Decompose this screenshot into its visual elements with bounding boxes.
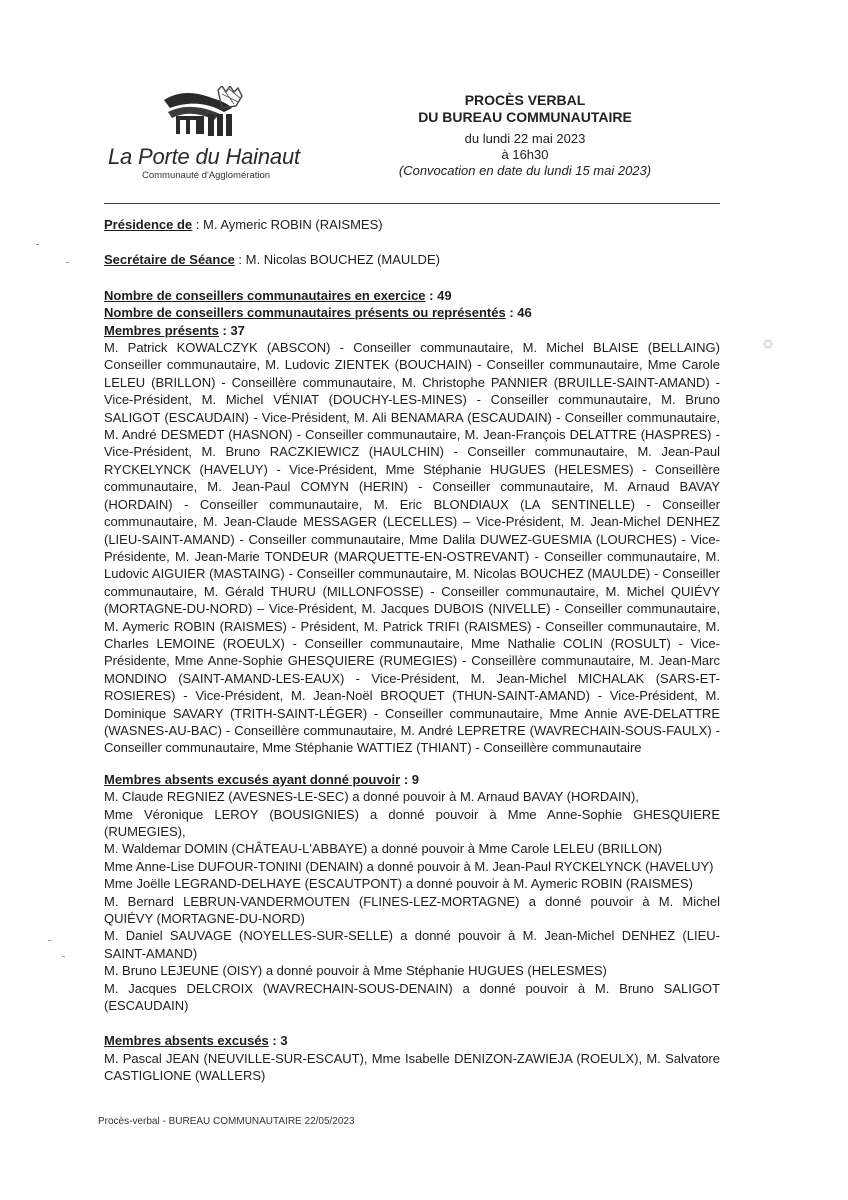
scan-speck bbox=[62, 956, 65, 957]
pouvoir-line: M. Jacques DELCROIX (WAVRECHAIN-SOUS-DENAIN) a donné pouvoir à M. Bruno SALIGOT (ESCAUDAIN) bbox=[104, 980, 720, 1014]
presidence-label: Présidence de bbox=[104, 217, 193, 232]
meeting-time: à 16h30 bbox=[501, 147, 549, 162]
logo-name: La Porte du Hainaut bbox=[108, 144, 300, 169]
membres-presents-count: : 37 bbox=[218, 322, 245, 338]
pouvoir-line: Mme Anne-Lise DUFOUR-TONINI (DENAIN) a donné pouvoir à M. Jean-Paul RYCKELYNCK (HAVELUY) bbox=[104, 858, 714, 874]
logo-subtitle: Communauté d'Agglomération bbox=[142, 170, 271, 181]
pouvoir-line: M. Bruno LEJEUNE (OISY) a donné pouvoir à Mme Stéphanie HUGUES (HELESMES) bbox=[104, 963, 607, 979]
presidence-value: : M. Aymeric ROBIN (RAISMES) bbox=[192, 217, 383, 232]
logo-emblem-icon bbox=[162, 86, 262, 138]
count-presents-line bbox=[104, 304, 720, 321]
scan-speck bbox=[66, 262, 69, 263]
pouvoir-line: M. Bernard LEBRUN-VANDERMOUTEN (FLINES-LEZ-MORTAGNE) a donné pouvoir à M. Michel QUIÉVY (MORTAGNE-DU-NORD) bbox=[104, 893, 720, 927]
pouvoir-line: M. Daniel SAUVAGE (NOYELLES-SUR-SELLE) a donné pouvoir à M. Jean-Michel DENHEZ (LIEU-SAINT-AMAND) bbox=[104, 928, 720, 961]
count-presents-value: : 46 bbox=[505, 305, 532, 321]
convocation-date: (Convocation en date du lundi 15 mai 2023) bbox=[398, 163, 652, 178]
organization-logo bbox=[104, 86, 334, 186]
scan-speck bbox=[764, 340, 772, 348]
membres-pouvoir-heading bbox=[104, 771, 720, 788]
membres-presents-heading bbox=[104, 322, 720, 339]
pouvoir-line: M. Waldemar DOMIN (CHÂTEAU-L'ABBAYE) a donné pouvoir à Mme Carole LELEU (BRILLON) bbox=[104, 841, 663, 857]
count-exercice-value: : 49 bbox=[425, 287, 452, 303]
document-header bbox=[385, 92, 665, 179]
document-body bbox=[104, 216, 720, 1085]
meeting-date: du lundi 22 mai 2023 bbox=[464, 131, 586, 146]
pouvoir-line: Mme Véronique LEROY (BOUSIGNIES) a donné pouvoir à Mme Anne-Sophie GHESQUIERE (RUMEGIES), bbox=[104, 806, 720, 839]
document-subtitle: DU BUREAU COMMUNAUTAIRE bbox=[418, 109, 632, 125]
pouvoir-line: M. Claude REGNIEZ (AVESNES-LE-SEC) a donné pouvoir à M. Arnaud BAVAY (HORDAIN), bbox=[104, 789, 639, 805]
membres-pouvoir-label: Membres absents excusés ayant donné pouvoir bbox=[104, 771, 401, 787]
count-exercice-label: Nombre de conseillers communautaires en exercice bbox=[104, 287, 426, 303]
pouvoir-line: Mme Joëlle LEGRAND-DELHAYE (ESCAUTPONT) a donné pouvoir à M. Aymeric ROBIN (RAISMES) bbox=[104, 876, 694, 892]
scan-speck bbox=[36, 244, 39, 245]
count-exercice-line bbox=[104, 287, 720, 304]
membres-presents-label: Membres présents bbox=[104, 322, 219, 338]
page-footer: Procès-verbal - BUREAU COMMUNAUTAIRE 22/05/2023 bbox=[98, 1116, 355, 1127]
secretaire-value: : M. Nicolas BOUCHEZ (MAULDE) bbox=[234, 252, 440, 268]
header-divider bbox=[104, 203, 720, 204]
membres-excuses-text: M. Pascal JEAN (NEUVILLE-SUR-ESCAUT), Mme Isabelle DENIZON-ZAWIEJA (ROEULX), M. Salvatore CASTIGLIONE (WALLERS) bbox=[104, 1050, 720, 1084]
secretaire-line bbox=[104, 251, 720, 268]
secretaire-label: Secrétaire de Séance bbox=[104, 252, 235, 268]
membres-pouvoir-count: : 9 bbox=[400, 771, 420, 787]
document-title: PROCÈS VERBAL bbox=[464, 92, 586, 108]
scan-speck bbox=[48, 940, 51, 941]
presidence-line bbox=[104, 216, 720, 233]
membres-excuses-heading bbox=[104, 1032, 720, 1049]
count-presents-label: Nombre de conseillers communautaires présents ou représentés bbox=[104, 305, 506, 321]
membres-excuses-count: : 3 bbox=[268, 1033, 288, 1049]
membres-presents-text: M. Patrick KOWALCZYK (ABSCON) - Conseiller communautaire, M. Michel BLAISE (BELLAING) Conseiller communautaire, M. Ludovic ZIENTEK (BOUCHAIN) - Conseiller communautaire, Mme Carole LELEU (BRILLON) - Conseillère communautaire, M. Christophe PANNIER (BRUILLE-SAINT-AMAND) - Vice-Président, M. Michel VÉNIAT (DOUCHY-LES-MINES) - Conseiller communautaire, M. Bruno SALIGOT (ESCAUDAIN) - Vice-Président, M. Ali BENAMARA (ESCAUDAIN) - Conseiller communautaire, M. André DESMEDT (HASNON) - Conseiller communautaire, M. Jean-François DELATTRE (HASPRES) - Vice-Président, M. Bruno RACZKIEWICZ (HAULCHIN) - Conseiller communautaire, M. Jean-Paul RYCKELYNCK (HAVELUY) - Vice-Président, Mme Stéphanie HUGUES (HELESMES) - Conseillère communautaire, M. Jean-Paul COMYN (HERIN) - Conseiller communautaire, M. Arnaud BAVAY (HORDAIN) - Conseiller communautaire, M. Eric BLONDIAUX (LA SENTINELLE) - Conseiller communautaire, M. Jean-Claude MESSAGER (LECELLES) – Vice-Président, M. Jean-Michel DENHEZ (LIEU-SAINT-AMAND) - Conseiller communautaire, Mme Dalila DUWEZ-GUESMIA (LOURCHES) - Vice-Présidente, M. Jean-Marie TONDEUR (MARQUETTE-EN-OSTREVANT) - Conseiller communautaire, M. Ludovic AIGUIER (MASTAING) - Conseiller communautaire, M. Nicolas BOUCHEZ (MAULDE) - Conseiller communautaire, M. Gérald THURU (MILLONFOSSE) - Conseiller communautaire, M. Michel QUIÉVY (MORTAGNE-DU-NORD) – Vice-Président, M. Jacques DUBOIS (NIVELLE) - Conseiller communautaire, M. Aymeric ROBIN (RAISMES) - Président, M. Patrick TRIFI (RAISMES) - Conseiller communautaire, M. Charles LEMOINE (ROEULX) - Conseiller communautaire, Mme Nathalie COLIN (ROSULT) - Vice-Présidente, Mme Anne-Sophie GHESQUIERE (RUMEGIES) - Conseillère communautaire, M. Jean-Marc MONDINO (SAINT-AMAND-LES-EAUX) - Vice-Président, M. Jean-Michel MICHALAK (SARS-ET-ROSIERES) - Vice-Président, M. Jean-Noël BROQUET (THUN-SAINT-AMAND) - Vice-Président, M. Dominique SAVARY (TRITH-SAINT-LÉGER) - Conseiller communautaire, Mme Annie AVE-DELATTRE (WASNES-AU-BAC) - Conseillère communautaire, M. André LEPRETRE (WAVRECHAIN-SOUS-FAULX) - Conseiller communautaire, Mme Stéphanie WATTIEZ (THIANT) - Conseillère communautaire bbox=[104, 340, 720, 756]
membres-excuses-label: Membres absents excusés bbox=[104, 1033, 269, 1049]
